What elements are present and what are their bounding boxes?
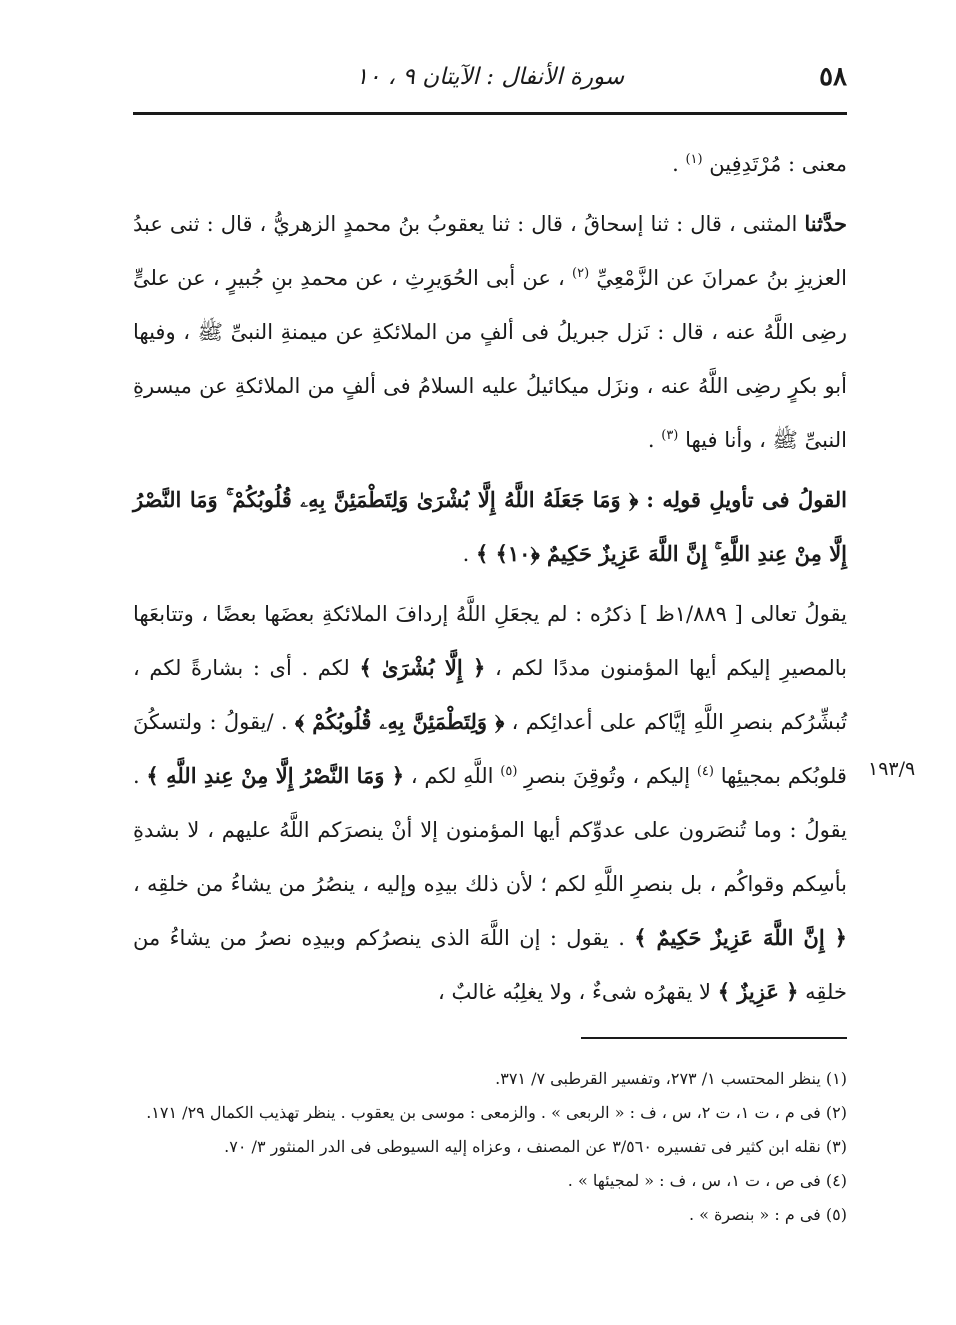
footnote-5: (٥) فى م : « بنصرة » . <box>689 1205 847 1224</box>
footnote-1: (١) ينظر المحتسب ١/ ٢٧٣، وتفسير القرطبى ٧/ ٣٧١. <box>495 1069 847 1088</box>
p2-lead: حدَّثنا <box>804 211 847 236</box>
quran-quote-5: ﴿ عَزِيزٌ ﴾ <box>717 979 799 1004</box>
paragraph-3 <box>133 473 847 581</box>
quran-quote-3: ﴿ وَمَا النَّصْرُ إِلَّا مِنْ عِندِ اللَّهِ ﴾ <box>146 763 405 788</box>
p4-text-a: يقولُ تعالى [ ١/٨٨٩ظ ] ذكرُه : لم يجعَلِ اللَّهُ إردافَ الملائكةِ بعضَها بعضًا ، وتتابعَها بالمصيرِ إليكم أيها المؤمنون مددًا لكم ، <box>133 602 847 680</box>
page-header <box>133 58 847 98</box>
p2-end: . <box>647 428 655 452</box>
p4-text-d: إليكم ، وتُوقِنَ بنصرِ <box>524 764 691 788</box>
p4-text-f: . يقولُ : وما تُنصَرون على عدوِّكم أيها المؤمنون إلا أنْ ينصرَكم اللَّهُ عليهم ، لا بشدةِ بأسِكم وقواكُم ، بل بنصرِ اللَّهِ لكم ؛ لأن ذلك بيدِه وإليه ، ينصُرُ من يشاءُ من خلقِه ، <box>133 764 847 896</box>
p4-text-e: اللَّهِ لكم ، <box>410 764 494 788</box>
footnote-ref-1: (١) <box>685 152 703 167</box>
quran-quote-1: ﴿ إِلَّا بُشْرَىٰ ﴾ <box>359 655 486 680</box>
footnote-ref-2: (٢) <box>572 266 590 281</box>
p1-text: معنى : مُرْتَدِفِين <box>709 152 847 176</box>
p4-text-g: . يقول : إن اللَّهَ الذى ينصرُكم وبيدِه نصرُ من يشاءُ من خلقِه <box>133 926 847 1004</box>
margin-volume-page-note: ١٩٣/٩ <box>868 758 916 780</box>
footnote-ref-5: (٥) <box>500 764 518 779</box>
header-rule <box>133 112 847 115</box>
quran-quote-4: ﴿ إِنَّ اللَّهَ عَزِيزٌ حَكِيمٌ ﴾ <box>634 925 847 950</box>
paragraph-4 <box>133 587 847 1019</box>
page-number: ٥٨ <box>819 62 847 92</box>
paragraph-1 <box>133 137 847 191</box>
footnote-ref-4: (٤) <box>696 764 714 779</box>
p1-end: . <box>672 152 679 176</box>
p2-text-a: المثنى ، قال : ثنا إسحاقُ ، قال : ثنا يعقوبُ بنُ محمدٍ الزهريُّ ، قال : ثنى عبدُ العزيزِ بنُ عمرانَ عن الزَّمْعِيِّ <box>133 212 847 290</box>
p2-text-b: ، عن أبى الحُوَيرِثِ ، عن محمدِ بنِ جُبيرٍ ، عن علىٍّ رضِى اللَّهُ عنه ، قال : نَزل جبريلُ فى ألفٍ من الملائكةِ عن ميمنةِ النبىِّ ﷺ ، وفيها أبو بكرٍ رضِى اللَّهُ عنه ، ونزَل ميكائيلُ عليه السلامُ فى ألفٍ من الملائكةِ عن ميسرةِ النبىِّ ﷺ ، وأنا فيها <box>133 266 847 452</box>
footnotes <box>133 1062 847 1232</box>
footnote-4: (٤) فى ص ، ت ١، س ، ف : « لمجيئها » . <box>567 1171 847 1190</box>
quran-quote-2: ﴿ وَلِتَطْمَئِنَّ بِهِۦ قُلُوبُكُمْ ﴾ <box>294 709 505 734</box>
p4-text-c: . /يقولُ : ولتسكُنَ قلوبُكم بمجيئِها <box>133 710 847 788</box>
footnote-3: (٣) نقله ابن كثير فى تفسيره ٣/٥٦٠ عن المصنف ، وعزاه إليه السيوطى فى الدر المنثور ٣/ ٧٠. <box>224 1137 847 1156</box>
footnote-2: (٢) فى م ، ت ١، ت ٢، س ، ف : « الربعى » . والزمعى : موسى بن يعقوب . ينظر تهذيب الكمال ٢٩/ ١٧١. <box>146 1103 847 1122</box>
footnote-ref-3: (٣) <box>661 428 679 443</box>
paragraph-2 <box>133 197 847 467</box>
p4-text-h: لا يقهرُه شىءٌ ، ولا يغلِبُه غالبٌ ، <box>438 980 712 1004</box>
main-text <box>133 137 847 1025</box>
p3-end: . <box>462 542 470 566</box>
footnote-rule <box>581 1037 847 1039</box>
quran-verse: ﴿ وَمَا جَعَلَهُ اللَّهُ إِلَّا بُشْرَىٰ وَلِتَطْمَئِنَّ بِهِۦ قُلُوبُكُمْ ۚ وَمَا النَّصْرُ إِلَّا مِنْ عِندِ اللَّهِ ۚ إِنَّ اللَّهَ عَزِيزٌ حَكِيمٌ ﴿١٠﴾ ﴾ <box>133 487 847 566</box>
running-title: سورة الأنفال : الآيتان ٩ ، ١٠ <box>355 64 625 90</box>
p4-text-b: لكم . أى : بشارةً لكم ، تُبشِّرُكم بنصرِ اللَّهِ إيَّاكم على أعدائِكم ، <box>133 656 848 734</box>
p3-lead: القولُ فى تأويلِ قولِه : <box>646 487 847 512</box>
